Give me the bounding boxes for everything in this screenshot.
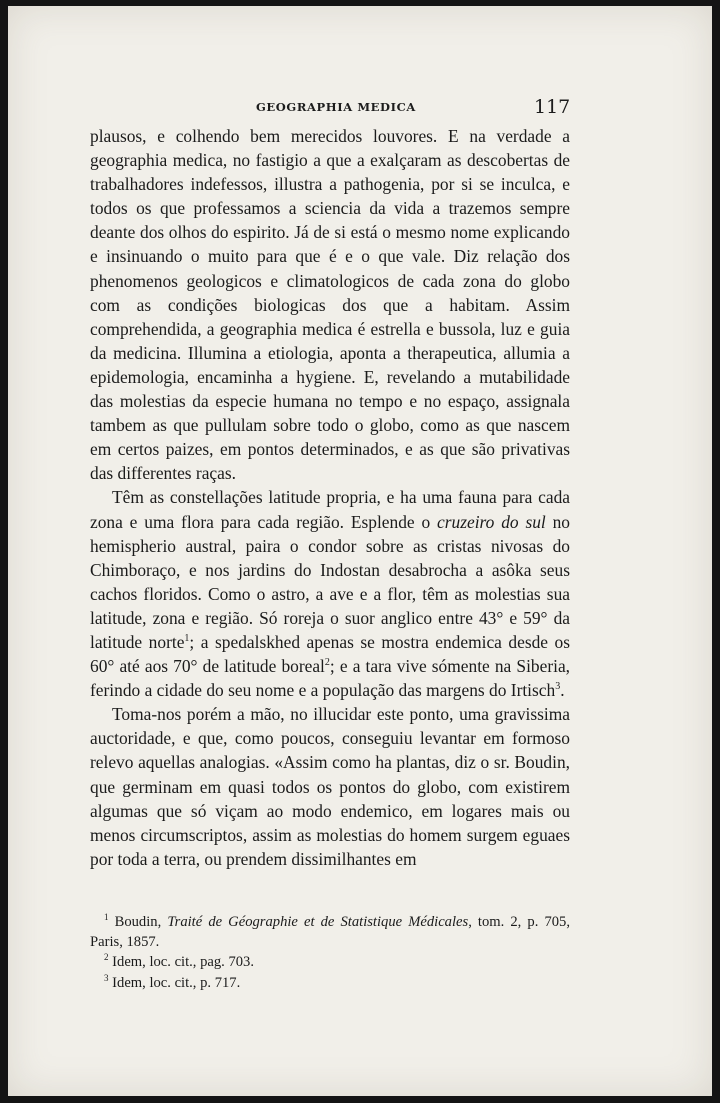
paragraph-2-italic-term: cruzeiro do sul <box>437 511 546 532</box>
footnote-3-marker: 3 <box>104 972 109 983</box>
page-number: 117 <box>534 96 571 118</box>
paragraph-2-part-2: no hemispherio austral, paira o condor sobre as cristas nivosas do Chimboraço, e nos jardins do Indostan desabrocha a asôka seus cachos floridos. Como o astro, a ave e a flor, têm as molestias sua latitude, zona e região. Só roreja o suor anglico entre 43° e 59° da latitude norte <box>90 511 570 652</box>
paragraph-2-part-5: . <box>560 680 565 701</box>
paragraph-2-part-3: ; a spedalskhed apenas se mostra endemica desde os 60° até aos 70° de latitude boreal <box>90 631 570 677</box>
footnote-2-marker: 2 <box>104 952 109 963</box>
footnote-2-text: Idem, loc. cit., pag. 703. <box>112 954 255 971</box>
paragraph-3: Toma-nos porém a mão, no illucidar este ponto, uma gravissima auctoridade, e que, como poucos, conseguiu levantar em formoso relevo aquellas analogias. «Assim como ha plantas, diz o sr. Boudin, que germinam em quasi todos os pontos do globo, com existirem algumas que só viçam ao modo endemico, em logares mais ou menos circumscriptos, assim as molestias do homem surgem eguaes por toda a terra, ou prendem dissimilhantes em <box>90 704 570 869</box>
footnote-2 <box>90 952 570 972</box>
paragraph-1: plausos, e colhendo bem merecidos louvores. E na verdade a geographia medica, no fastigio a que a exalçaram as descobertas de trabalhadores indefessos, illustra a pathogenia, por si se inculca, e todos os que professamos a sciencia da vida a trazemos sempre deante dos olhos do espirito. Já de si está o mesmo nome explicando e insinuando o muito para que é e o que vale. Diz relação dos phenomenos geologicos e climatologicos de cada zona do globo com as condições biologicas dos que a habitam. Assim comprehendida, a geographia medica é estrella e bussola, luz e guia da medicina. Illumina a etiologia, aponta a therapeutica, allumia a epidemologia, encaminha a hygiene. E, revelando a mutabilidade das molestias da especie humana no tempo e no espaço, assignala tambem as que pullulam sobre todo o globo, como as que nascem em certos paizes, em pontos determinados, e as que são privativas das differentes raças. <box>90 126 570 484</box>
footnote-ref-3: 3 <box>555 681 561 693</box>
page-header <box>8 96 712 120</box>
footnote-ref-1: 1 <box>184 633 190 645</box>
paragraph-2-part-1: Têm as constellações latitude propria, e ha uma fauna para cada zona e uma flora para cada região. Esplende o <box>90 487 570 532</box>
footnote-ref-2: 2 <box>324 657 330 669</box>
footnote-1-title: Traité de Géographie et de Statistique Médicales <box>167 914 469 930</box>
footnotes <box>90 912 570 993</box>
footnote-1-rest: , tom. 2, p. 705, Paris, 1857. <box>90 914 571 951</box>
paragraph-2 <box>90 485 570 702</box>
footnote-3-text: Idem, loc. cit., p. 717. <box>112 974 241 991</box>
paragraph-2-part-4: ; e a tara vive sómente na Siberia, ferindo a cidade do seu nome e a população das margens do Irtisch <box>90 656 571 701</box>
footnote-1-marker: 1 <box>104 912 109 923</box>
footnote-1 <box>90 912 570 952</box>
running-head: GEOGRAPHIA MEDICA <box>256 100 416 114</box>
footnote-1-author: Boudin, <box>114 914 168 930</box>
book-page <box>8 6 712 1096</box>
body-text <box>90 124 570 871</box>
footnote-3 <box>90 973 570 993</box>
